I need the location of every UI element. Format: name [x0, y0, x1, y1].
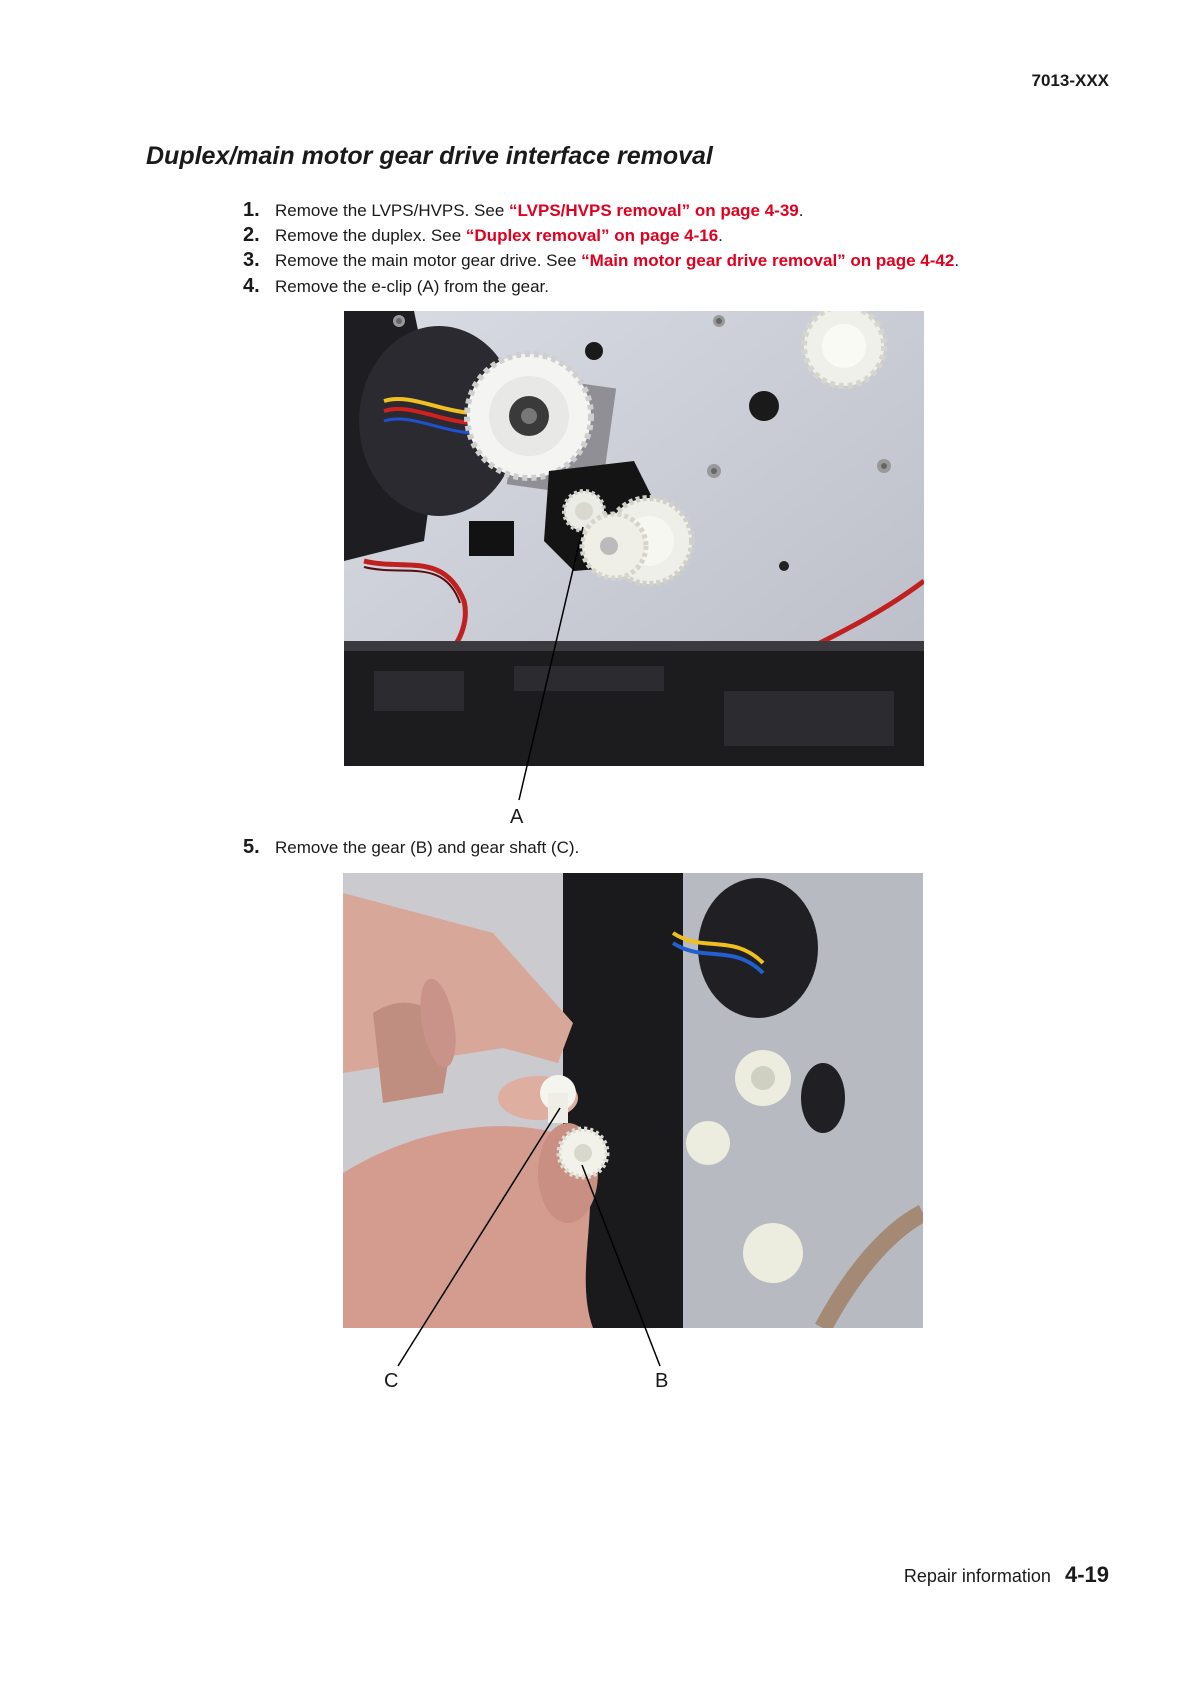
step-3 — [243, 249, 959, 272]
step-2 — [243, 224, 723, 247]
page-title: Duplex/main motor gear drive interface removal — [146, 142, 713, 170]
eclip-removal-photo-illustration — [344, 311, 924, 766]
step-end: . — [798, 201, 804, 220]
step-text: Remove the e-clip (A) from the gear. — [275, 277, 550, 296]
callout-label-c: C — [384, 1370, 399, 1392]
step-text: Remove the main motor gear drive. See — [275, 251, 582, 270]
gear-shaft-removal-photo — [343, 873, 923, 1328]
step-number: 5. — [243, 836, 260, 858]
step-1 — [243, 199, 804, 222]
page-number: 4-19 — [1064, 1562, 1109, 1587]
step-number: 3. — [243, 249, 260, 271]
step-number: 2. — [243, 224, 260, 246]
step-xref-link[interactable]: “LVPS/HVPS removal” on page 4-39 — [509, 201, 799, 220]
step-xref-link[interactable]: “Duplex removal” on page 4-16 — [465, 226, 719, 245]
eclip-removal-photo — [344, 311, 924, 766]
step-4 — [243, 275, 549, 298]
step-text: Remove the gear (B) and gear shaft (C). — [275, 838, 580, 857]
step-text: Remove the LVPS/HVPS. See — [275, 201, 510, 220]
gear-shaft-removal-photo-illustration — [343, 873, 923, 1328]
step-number: 1. — [243, 199, 260, 221]
step-text: Remove the duplex. See — [275, 226, 466, 245]
step-xref-link[interactable]: “Main motor gear drive removal” on page 4-42 — [581, 251, 955, 270]
doc-code: 7013-XXX — [1031, 71, 1109, 90]
footer-section: Repair information — [903, 1566, 1051, 1586]
step-5 — [243, 836, 579, 859]
step-end: . — [954, 251, 960, 270]
step-end: . — [718, 226, 723, 245]
callout-label-a: A — [510, 806, 524, 828]
step-number: 4. — [243, 275, 260, 297]
callout-label-b: B — [655, 1370, 669, 1392]
page-footer — [904, 1562, 1109, 1588]
